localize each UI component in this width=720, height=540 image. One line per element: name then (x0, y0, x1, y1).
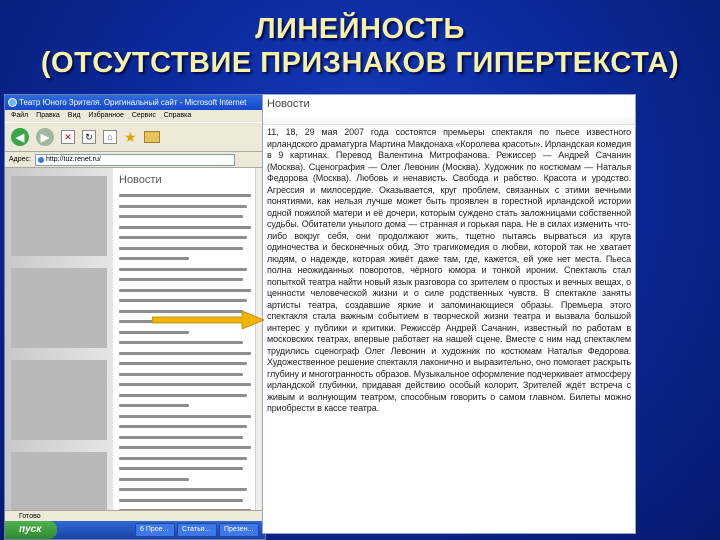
menu-edit[interactable]: Правка (36, 112, 60, 119)
page-text-line (119, 446, 251, 449)
forward-button[interactable]: ▶ (36, 128, 54, 146)
address-input[interactable]: http://tuz.renet.ru/ (35, 154, 235, 166)
page-text-line (119, 467, 243, 470)
refresh-button[interactable]: ↻ (82, 130, 96, 144)
page-banner-image (11, 360, 107, 440)
slide-title (0, 12, 720, 80)
taskbar-item[interactable]: 6 Прое... (135, 523, 175, 537)
pointer-arrow-icon (152, 311, 264, 329)
heading-divider (263, 117, 635, 125)
page-text-line (119, 226, 251, 229)
back-button[interactable]: ◀ (11, 128, 29, 146)
browser-titlebar[interactable] (5, 95, 265, 110)
page-text-line (119, 215, 243, 218)
menu-view[interactable]: Вид (67, 112, 81, 119)
page-text-line (119, 289, 251, 292)
page-text-line (119, 457, 247, 460)
page-text-line (119, 478, 189, 481)
ie-logo-icon (8, 98, 17, 107)
page-text-line (119, 404, 189, 407)
windows-taskbar (5, 521, 265, 539)
taskbar-item[interactable]: Статья... (177, 523, 217, 537)
page-text-line (119, 257, 189, 260)
history-folder-icon[interactable] (144, 131, 160, 143)
page-text-line (119, 415, 251, 418)
page-banner-image (11, 268, 107, 348)
news-body-text: 11, 18, 29 мая 2007 года состоятся премьеры спектакля по пьесе известного ирландского драматурга Мартина Макдонаха «Королева красоты». Ирландская комедия в 9 картинах. Перевод Валентина Митрофанова. Режиссер — Андрей Сачанин (Москва). Сценография — Олег Левонин (Москва). Художник по костюмам — Наталья Федорова (Москва). Любовь и ненависть. Свобода и рабство. Красота и уродство. Агрессия и милосердие. Оказывается, круг проблем, связанных с этими вечными понятиями, как нельзя лучше может быть проявлен в горестной ирландской истории одной пожилой матери и её дочери, которым суждено стать заложницами собственной судьбы. Обитатели унылого дома — странная и горькая пара. Не в силах изменить что-либо вокруг себя, они продолжают жить, тщетно пытаясь вырваться из круга одиночества и бесконечных обид. Это трагикомедия о любви, которой так не хватает людям, о надежде, которая живёт даже там, где, кажется, ей уже нет места. Пьеса полна неожиданных поворотов, чёрного юмора и тонкой иронии. Спектакль стал попыткой театра найти новый язык разговора со зрителем о простых и вечных вещах, о ценности человеческой жизни и о силе родственных чувств. В спектакле заняты артисты театра, создавшие яркие и запоминающиеся образы. Премьера этого спектакля стала важным событием в творческой жизни театра и вызвала большой интерес у публики и критики. Режиссёр Андрей Сачанин, известный по работам в московских театрах, впервые работает на нашей сцене. Вместе с ним над спектаклем трудились сценограф Олег Левонин и художник по костюмам Наталья Федорова. Художественное решение спектакля лаконично и выразительно, оно помогает раскрыть глубину и многогранность образов. Музыкальное оформление подчеркивает атмосферу ирландской глубинки, придавая действию особый колорит. Зрителей ждёт встреча с живым и волнующим театром, способным говорить о самом главном. Билеты можно приобрести в кассе театра. (267, 127, 631, 413)
page-text-line (119, 205, 247, 208)
page-text-line (119, 488, 247, 491)
page-text-line (119, 373, 243, 376)
page-text-line (119, 299, 247, 302)
browser-page-content (5, 168, 265, 538)
slide-title-line-2: (ОТСУТСТВИЕ ПРИЗНАКОВ ГИПЕРТЕКСТА) (40, 47, 680, 79)
menu-help[interactable]: Справка (163, 112, 192, 119)
browser-statusbar: Готово (5, 510, 265, 521)
page-text-line (119, 425, 247, 428)
page-text-line (119, 383, 251, 386)
news-heading: Новости (267, 98, 310, 110)
page-text-line (119, 268, 247, 271)
home-button[interactable]: ⌂ (103, 130, 117, 144)
favorites-star-icon[interactable]: ★ (124, 128, 137, 145)
page-text-line (119, 352, 251, 355)
browser-menubar (5, 110, 265, 122)
page-text-line (119, 394, 247, 397)
address-label: Адрес: (9, 156, 31, 163)
window-title: Театр Юного Зрителя. Оригинальный сайт - Microsoft Internet (19, 98, 247, 107)
page-text-line (119, 247, 243, 250)
start-button[interactable]: пуск (5, 521, 57, 539)
slide-title-line-1: ЛИНЕЙНОСТЬ (255, 13, 465, 45)
page-text-line (119, 341, 243, 344)
menu-file[interactable]: Файл (11, 112, 29, 119)
menu-favorites[interactable]: Избранное (88, 112, 124, 119)
page-text-line (119, 236, 247, 239)
stop-button[interactable]: ✕ (61, 130, 75, 144)
page-banner-image (11, 176, 107, 256)
browser-toolbar (5, 122, 265, 152)
page-text-line (119, 436, 243, 439)
page-text-line (119, 499, 243, 502)
address-bar (5, 152, 265, 168)
page-text-line (119, 362, 247, 365)
page-text-line (119, 194, 251, 197)
taskbar-item[interactable]: Презен... (219, 523, 259, 537)
page-heading: Новости (119, 174, 162, 186)
menu-tools[interactable]: Сервис (131, 112, 156, 119)
page-text-line (119, 331, 189, 334)
page-left-column (5, 168, 113, 538)
page-text-line (119, 278, 243, 281)
news-text-zoom-panel (262, 94, 636, 534)
